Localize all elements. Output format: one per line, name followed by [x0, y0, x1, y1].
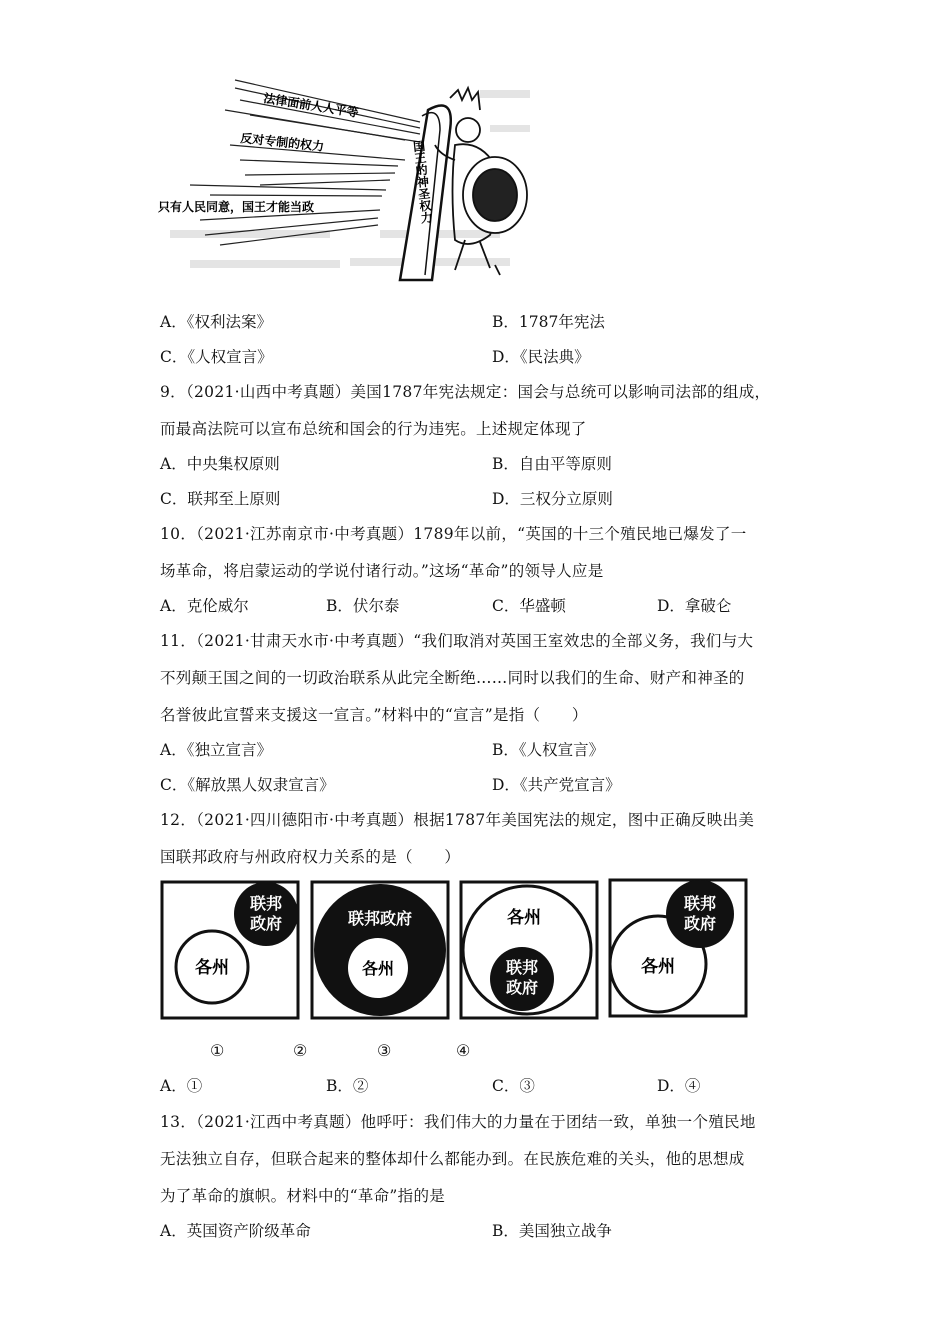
diagram-number-2: ②	[293, 1041, 308, 1060]
cartoon-label-anti-tyranny: 反对专制的权力	[239, 131, 325, 154]
d3-states-label: 各州	[507, 908, 541, 928]
diagram-2	[312, 882, 448, 1018]
diagram-1	[162, 882, 298, 1018]
diagram-number-3: ③	[377, 1041, 392, 1060]
q11-stem-line3: 名誉彼此宣誓来支援这一宣言。”材料中的“宣言”是指（ ）	[160, 706, 588, 724]
d2-states-label: 各州	[361, 959, 395, 978]
diagram-3	[461, 882, 597, 1018]
q11-stem-line2: 不列颠王国之间的一切政治联系从此完全断绝……同时以我们的生命、财产和神圣的	[160, 669, 745, 687]
federal-state-diagrams	[158, 876, 758, 1026]
d2-federal-label: 联邦政府	[347, 909, 413, 928]
d3-federal-label-1: 联邦	[505, 958, 539, 977]
q12-stem-line2: 国联邦政府与州政府权力关系的是（ ）	[160, 848, 461, 866]
q11-option-a[interactable]: A．《独立宣言》	[160, 741, 272, 759]
q9-option-d[interactable]: D．三权分立原则	[492, 490, 613, 508]
q11-option-b[interactable]: B．《人权宣言》	[492, 741, 605, 759]
q9-stem-line1: 9．（2021·山西中考真题）美国1787年宪法规定：国会与总统可以影响司法部的组成，	[160, 383, 771, 401]
q12-option-a[interactable]: A．①	[160, 1077, 203, 1095]
q9-option-b[interactable]: B．自由平等原则	[492, 455, 612, 473]
shield-text: 国王的神圣权力	[411, 139, 434, 225]
q13-stem-line1: 13．（2021·江西中考真题）他呼吁：我们伟大的力量在于团结一致，单独一个殖民地	[160, 1113, 756, 1131]
q8-option-a[interactable]: A．《权利法案》	[160, 313, 272, 331]
q13-stem-line3: 为了革命的旗帜。材料中的“革命”指的是	[160, 1187, 446, 1205]
q9-option-c[interactable]: C．联邦至上原则	[160, 490, 281, 508]
q10-option-b[interactable]: B．伏尔泰	[326, 597, 400, 615]
q13-stem-line2: 无法独立自存，但联合起来的整体却什么都能办到。在民族危难的关头，他的思想成	[160, 1150, 745, 1168]
d1-federal-label-1: 联邦	[249, 894, 283, 913]
q13-option-a[interactable]: A．英国资产阶级革命	[160, 1222, 311, 1240]
cartoon-label-equality: 法律面前人人平等	[262, 91, 360, 120]
q8-option-c[interactable]: C．《人权宣言》	[160, 348, 273, 366]
diagram-number-1: ①	[210, 1041, 225, 1060]
q10-stem-line2: 场革命，将启蒙运动的学说付诸行动。”这场“革命”的领导人应是	[160, 562, 604, 580]
cartoon-label-consent: 只有人民同意，国王才能当政	[158, 200, 315, 214]
d1-states-label: 各州	[195, 958, 229, 978]
q10-stem-line1: 10．（2021·江苏南京市·中考真题）1789年以前，“英国的十三个殖民地已爆发了一	[160, 525, 747, 543]
q10-option-a[interactable]: A．克伦威尔	[160, 597, 249, 615]
d4-federal-label-1: 联邦	[683, 894, 717, 913]
q11-option-d[interactable]: D．《共产党宣言》	[492, 776, 621, 794]
d3-federal-label-2: 政府	[505, 978, 539, 997]
d4-federal-label-2: 政府	[683, 914, 717, 933]
q10-option-d[interactable]: D．拿破仑	[657, 597, 732, 615]
d4-states-label: 各州	[641, 957, 675, 977]
q11-stem-line1: 11．（2021·甘肃天水市·中考真题）“我们取消对英国王室效忠的全部义务，我们与大	[160, 632, 754, 650]
diagram-number-4: ④	[456, 1041, 471, 1060]
q12-option-b[interactable]: B．②	[326, 1077, 369, 1095]
d1-federal-label-2: 政府	[249, 914, 283, 933]
q12-option-d[interactable]: D．④	[657, 1077, 701, 1095]
q13-option-b[interactable]: B．美国独立战争	[492, 1222, 612, 1240]
q11-option-c[interactable]: C．《解放黑人奴隶宣言》	[160, 776, 335, 794]
q12-option-c[interactable]: C．③	[492, 1077, 535, 1095]
q8-option-b[interactable]: B．1787年宪法	[492, 313, 605, 331]
q8-option-d[interactable]: D．《民法典》	[492, 348, 590, 366]
q10-option-c[interactable]: C．华盛顿	[492, 597, 566, 615]
q12-stem-line1: 12．（2021·四川德阳市·中考真题）根据1787年美国宪法的规定，图中正确反映出美	[160, 811, 755, 829]
q9-stem-line2: 而最高法院可以宣布总统和国会的行为违宪。上述规定体现了	[160, 420, 587, 438]
q9-option-a[interactable]: A．中央集权原则	[160, 455, 280, 473]
cartoon-illustration	[150, 70, 550, 285]
diagram-4	[610, 880, 746, 1016]
